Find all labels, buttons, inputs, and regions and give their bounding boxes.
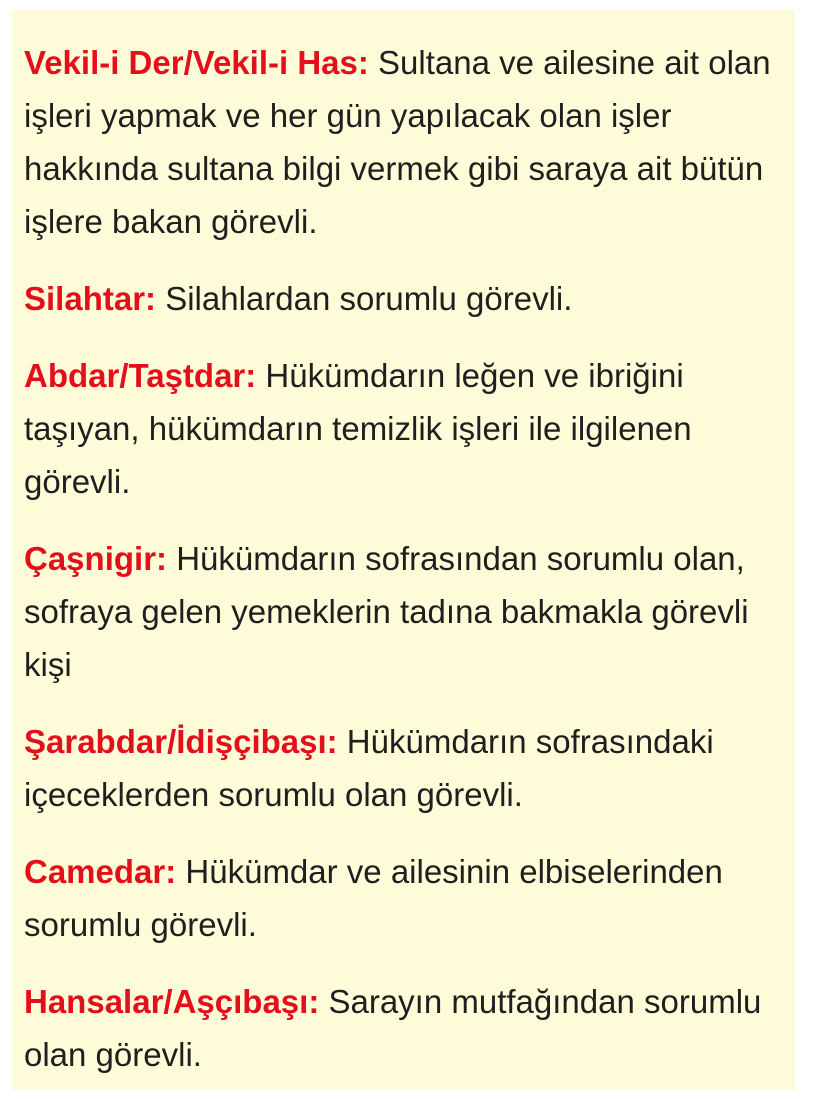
glossary-entry-silahtar [24,272,783,325]
term: Vekil-i Der/Vekil-i Has: [24,44,369,81]
definition: Hükümdar ve ailesinin elbiselerinden sorumlu görevli. [24,853,723,943]
definition: Silahlardan sorumlu görevli. [156,280,573,317]
term: Çaşnigir: [24,540,168,577]
term: Silahtar: [24,280,157,317]
term: Abdar/Taştdar: [24,357,257,394]
glossary-panel [12,10,795,1090]
definition: Hükümdarın leğen ve ibriğini taşıyan, hükümdarın temizlik işleri ile ilgilenen görevli. [24,357,692,500]
term: Camedar: [24,853,177,890]
glossary-entry-hansalar [24,975,783,1081]
definition: Sultana ve ailesine ait olan işleri yapmak ve her gün yapılacak olan işler hakkında sultana bilgi vermek gibi saraya ait bütün işlere bakan görevli. [24,44,771,240]
glossary-entry-abdar [24,349,783,508]
glossary-entry-vekil [24,36,783,248]
glossary-entry-camedar [24,845,783,951]
glossary-entry-sarabdar [24,715,783,821]
term: Hansalar/Aşçıbaşı: [24,983,320,1020]
definition: Hükümdarın sofrasındaki içeceklerden sorumlu olan görevli. [24,723,714,813]
term: Şarabdar/İdişçibaşı: [24,723,338,760]
definition: Sarayın mutfağından sorumlu olan görevli. [24,983,762,1073]
definition: Hükümdarın sofrasından sorumlu olan, sofraya gelen yemeklerin tadına bakmakla görevli kişi [24,540,749,683]
glossary-entry-casnigir [24,532,783,691]
